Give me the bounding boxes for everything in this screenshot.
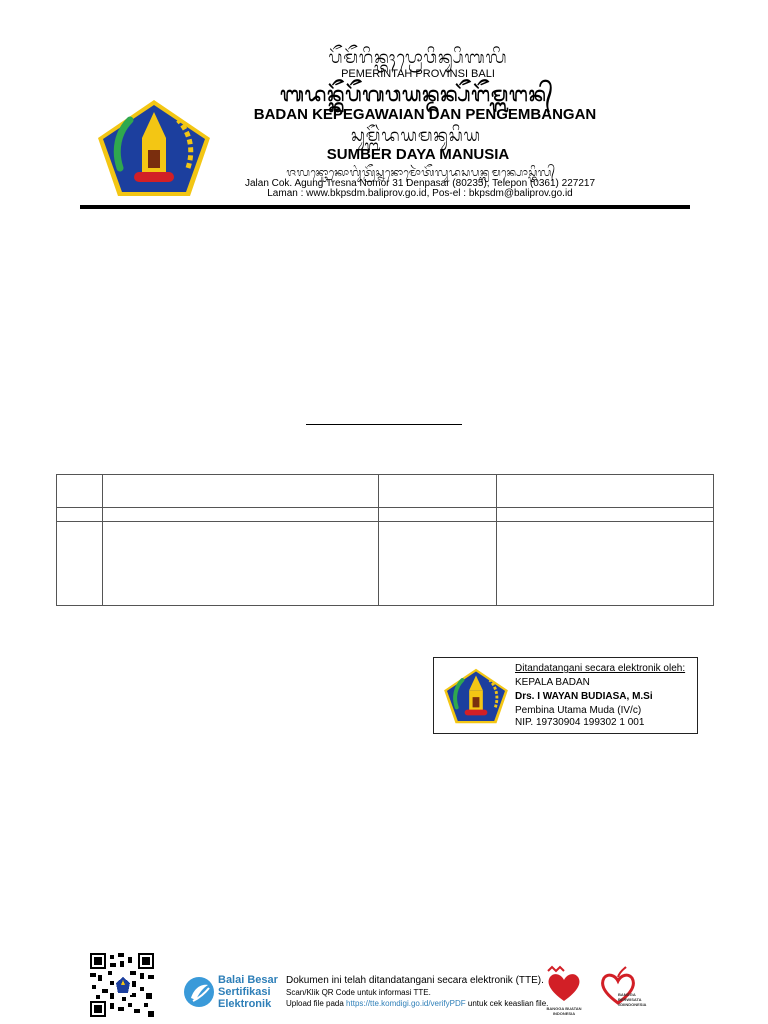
- bali-province-emblem-icon: [96, 98, 212, 198]
- bsre-name-line-3: Elektronik: [218, 998, 272, 1010]
- bali-province-emblem-icon: [443, 664, 509, 728]
- tte-verify-instruction: [286, 999, 548, 1008]
- table-row: [57, 508, 714, 522]
- document-table: [56, 474, 714, 606]
- bsre-name-line-2: Sertifikasi: [218, 986, 271, 998]
- table-cell: [103, 508, 379, 522]
- agency-name-line-2: SUMBER DAYA MANUSIA: [326, 146, 510, 163]
- table-cell: [103, 522, 379, 606]
- verify-suffix: untuk cek keaslian file.: [465, 999, 549, 1008]
- government-name: PEMERINTAH PROVINSI BALI: [341, 68, 495, 80]
- table-cell: [379, 508, 497, 522]
- title-underline: [306, 424, 462, 425]
- agency-address: Jalan Cok. Agung Tresna Nomor 31 Denpasar (80235), Telepon (0361) 227217: [244, 178, 596, 189]
- table-row: [57, 522, 714, 606]
- table-cell: [57, 475, 103, 508]
- table-cell: [379, 522, 497, 606]
- table-cell: [57, 522, 103, 606]
- table-cell: [103, 475, 379, 508]
- agency-name-line-1: BADAN KEPEGAWAIAN DAN PENGEMBANGAN: [253, 106, 597, 123]
- balinese-script-line-3: ᬲᬸᬫ᭄ᬩᭂᬃᬤᬬᬫᬦᬸᬲᬶᬬ: [351, 126, 481, 146]
- table-cell: [497, 522, 714, 606]
- signature-position: KEPALA BADAN: [515, 677, 590, 688]
- bsre-logo-icon: [183, 976, 215, 1008]
- table-cell: [497, 475, 714, 508]
- table-header-row: [57, 475, 714, 508]
- qr-code-icon[interactable]: [90, 953, 154, 1017]
- signature-signed-by: Ditandatangani secara elektronik oleh:: [515, 663, 686, 674]
- bangga-berwisata-label: BANGGA BERWISATA #DIINDONESIA: [618, 992, 647, 1007]
- tte-scan-instruction: Scan/Klik QR Code untuk informasi TTE.: [286, 988, 431, 997]
- balinese-script-address: ᬚᬮᬦ᭄ᬘᭀᬓᭀᬕᬸᬂᬢ᭄ᬭᭂᬲ᭄ᬦᬦᭀᬫᭀᬃᬢᭂᬮᬸᬤᬲᬧᬦ᭄ᬮᬫᬦ᭄ᬧᭀᬲ᭄ᬢᬶᬮ᭄: [286, 166, 556, 179]
- balinese-script-line-1: ᬧᭂᬫᭂᬭᬶᬦ᭄ᬢᬄᬧ᭄ᬭᭀᬯᬶᬦ᭄ᬲᬶᬩᬮᬶ: [328, 48, 508, 68]
- signatory-nip: NIP. 19730904 199302 1 001: [515, 717, 645, 728]
- table-cell: [379, 475, 497, 508]
- bangga-buatan-label: BANGGA BUATAN INDONESIA: [546, 1006, 582, 1016]
- bangga-buatan-indonesia-logo-icon: [542, 965, 586, 1011]
- signatory-name: Drs. I WAYAN BUDIASA, M.Si: [515, 691, 653, 702]
- letterhead-divider: [80, 205, 690, 209]
- table-cell: [57, 508, 103, 522]
- agency-website: Laman : www.bkpsdm.baliprov.go.id, Pos-el : bkpsdm@baliprov.go.id: [267, 188, 573, 199]
- bsre-name-line-1: Balai Besar: [218, 974, 278, 986]
- signatory-rank: Pembina Utama Muda (IV/c): [515, 705, 642, 716]
- table-cell: [497, 508, 714, 522]
- tte-notice: Dokumen ini telah ditandatangani secara elektronik (TTE).: [286, 975, 544, 986]
- balinese-script-line-2: ᬩᬤᬦ᭄ᬓᭂᬧᭂᬕᬯᬬᬦ᭄ᬤᬦ᭄ᬧᭂᬗᭂᬫ᭄ᬩᬗᬦ᭄: [280, 82, 554, 106]
- verify-prefix: Upload file pada: [286, 999, 347, 1008]
- verify-link[interactable]: https://tte.komdigi.go.id/verifyPDF: [346, 999, 466, 1008]
